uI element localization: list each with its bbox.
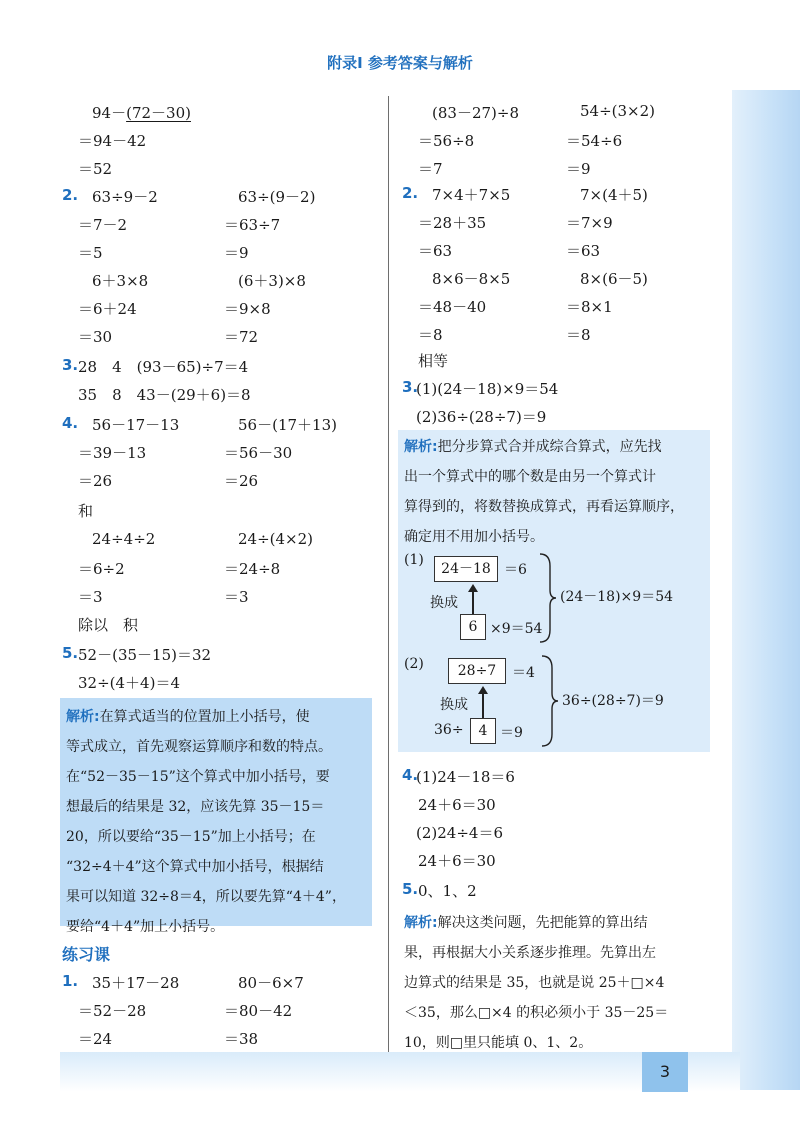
calc-line: ＝52－28 <box>78 1002 147 1020</box>
q5-line1: 52－(35－15)＝32 <box>78 646 212 664</box>
diagram-2-label: (2) <box>404 656 424 672</box>
right-q4-line4: 24＋6＝30 <box>418 852 496 870</box>
calc-line: (83－27)÷8 <box>432 104 519 122</box>
calc-line: 63÷9－2 <box>92 188 158 206</box>
calc-line: ＝72 <box>224 328 259 346</box>
calc-line: ＝30 <box>78 328 113 346</box>
calc-line: 56－17－13 <box>92 416 180 434</box>
right-q5-line1: 0、1、2 <box>418 882 477 900</box>
diagram-1-bottom-eq: ×9＝54 <box>490 621 543 637</box>
calc-line: ＝63 <box>418 242 453 260</box>
column-divider <box>388 96 389 1052</box>
brace-icon <box>540 654 560 748</box>
calc-line: ＝8 <box>418 326 443 344</box>
diagram-2-bottom-box: 4 <box>470 718 496 744</box>
calc-line: ＝6÷2 <box>78 560 125 578</box>
calc-line: ＝9 <box>566 160 591 178</box>
diagram-2-bottom-pre: 36÷ <box>434 722 464 738</box>
analysis-left: 解析:在算式适当的位置加上小括号，使 等式成立，首先观察运算顺序和数的特点。 在“52－35－15”这个算式中加小括号，要 想最后的结果是 32，应该先算 35－15＝ 20，所以要给“35－15”加上小括号；在 “32÷4＋4”这个算式中加小括号，根据结 果可以知道 32÷8＝4，所以要先算“4＋4”， 要给“4＋4”加上小括号。 <box>66 709 346 935</box>
calc-line: ＝63 <box>566 242 601 260</box>
left-calc-1-line2: ＝94－42 <box>78 132 147 150</box>
question-number-2: 2. <box>62 186 79 204</box>
diagram-1-swap: 换成 <box>430 595 458 611</box>
calc-line: ＝56－30 <box>224 444 293 462</box>
calc-line: 80－6×7 <box>238 974 304 992</box>
calc-line: ＝9 <box>224 244 249 262</box>
diagram-2-result: 36÷(28÷7)＝9 <box>562 693 664 709</box>
left-calc-1-line1: 94－(72－30) <box>92 104 191 122</box>
brace-icon <box>538 552 558 644</box>
right-q3-line1: (1)(24－18)×9＝54 <box>416 380 559 398</box>
calc-line: ＝28＋35 <box>418 214 487 232</box>
calc-line: ＝56÷8 <box>418 132 475 150</box>
calc-line: ＝54÷6 <box>566 132 623 150</box>
calc-line: ＝7－2 <box>78 216 128 234</box>
calc-line: ＝48－40 <box>418 298 487 316</box>
q4-tail: 除以 积 <box>78 616 139 634</box>
right-question-number-2: 2. <box>402 184 419 202</box>
arrow-line <box>472 590 474 616</box>
q2-tail: 相等 <box>418 352 449 370</box>
analysis-right-5: 解析:解决这类问题，先把能算的算出结 果，再根据大小关系逐步推理。先算出左 边算式的结果是 35，也就是说 25＋□×4 ＜35，那么□×4 的积必须小于 35－25＝ 10，则□里只能填 0、1、2。 <box>404 915 669 1051</box>
page-edge-decoration <box>732 90 800 1090</box>
calc-line: ＝3 <box>78 588 103 606</box>
calc-line: 24÷4÷2 <box>92 530 156 548</box>
calc-line: ＝26 <box>78 472 113 490</box>
right-q4-line1: (1)24－18＝6 <box>416 768 515 786</box>
diagram-1-result: (24－18)×9＝54 <box>560 589 674 605</box>
q4-and: 和 <box>78 502 94 520</box>
calc-line: 6＋3×8 <box>92 272 149 290</box>
diagram-2-swap: 换成 <box>440 697 468 713</box>
calc-line: ＝7 <box>418 160 443 178</box>
calc-line: 54÷(3×2) <box>580 102 656 120</box>
calc-line: ＝24÷8 <box>224 560 281 578</box>
diagram-2-top-eq: ＝4 <box>512 665 535 681</box>
calc-line: ＝5 <box>78 244 103 262</box>
right-question-number-5: 5. <box>402 880 419 898</box>
calc-line: ＝8 <box>566 326 591 344</box>
arrow-line <box>482 692 484 718</box>
calc-line: ＝39－13 <box>78 444 147 462</box>
calc-line: ＝63÷7 <box>224 216 281 234</box>
calc-line: 7×4＋7×5 <box>432 186 511 204</box>
q3-line2: 35 8 43－(29＋6)＝8 <box>78 386 251 404</box>
calc-line: 24÷(4×2) <box>238 530 314 548</box>
q5-line2: 32÷(4＋4)＝4 <box>78 674 180 692</box>
question-number-4: 4. <box>62 414 79 432</box>
question-number-3: 3. <box>62 356 79 374</box>
calc-line: ＝3 <box>224 588 249 606</box>
calc-line: 8×(6－5) <box>580 270 648 288</box>
calc-line: ＝7×9 <box>566 214 613 232</box>
calc-line: ＝80－42 <box>224 1002 293 1020</box>
question-number-5: 5. <box>62 644 79 662</box>
left-calc-1-line3: ＝52 <box>78 160 113 178</box>
diagram-1-bottom-box: 6 <box>460 614 486 640</box>
diagram-2-top-box: 28÷7 <box>448 658 506 684</box>
diagram-1-label: (1) <box>404 552 424 568</box>
calc-line: 8×6－8×5 <box>432 270 511 288</box>
page-number: 3 <box>642 1052 688 1092</box>
calc-line: ＝38 <box>224 1030 259 1048</box>
diagram-1-top-box: 24－18 <box>434 556 498 582</box>
calc-line: (6＋3)×8 <box>238 272 306 290</box>
calc-line: ＝6＋24 <box>78 300 137 318</box>
calc-line: ＝8×1 <box>566 298 613 316</box>
calc-line: 7×(4＋5) <box>580 186 648 204</box>
right-question-number-4: 4. <box>402 766 419 784</box>
section-title-practice: 练习课 <box>62 945 111 964</box>
calc-line: 63÷(9－2) <box>238 188 316 206</box>
right-q4-line3: (2)24÷4＝6 <box>416 824 503 842</box>
calc-line: ＝26 <box>224 472 259 490</box>
q3-line1: 28 4 (93－65)÷7＝4 <box>78 358 249 376</box>
diagram-1-top-eq: ＝6 <box>504 562 527 578</box>
analysis-right-3: 解析:把分步算式合并成综合算式，应先找 出一个算式中的哪个数是由另一个算式计 算得到的，将数替换成算式，再看运算顺序， 确定用不用加小括号。 <box>404 439 684 545</box>
page-header: 附录Ⅰ 参考答案与解析 <box>327 54 473 72</box>
right-q3-line2: (2)36÷(28÷7)＝9 <box>416 408 547 426</box>
calc-line: 35＋17－28 <box>92 974 180 992</box>
calc-line: 56－(17＋13) <box>238 416 337 434</box>
calc-line: ＝9×8 <box>224 300 271 318</box>
diagram-2-bottom-eq: ＝9 <box>500 725 523 741</box>
page-bottom-decoration <box>60 1052 740 1092</box>
calc-line: ＝24 <box>78 1030 113 1048</box>
right-question-number-3: 3. <box>402 378 419 396</box>
practice-question-number-1: 1. <box>62 972 79 990</box>
right-q4-line2: 24＋6＝30 <box>418 796 496 814</box>
